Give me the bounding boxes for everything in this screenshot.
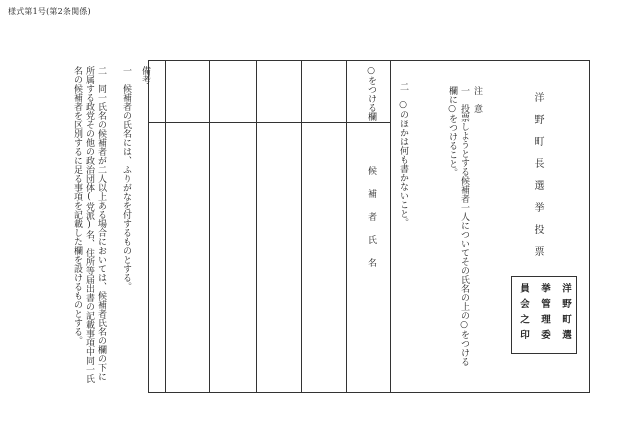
mark-name-divider	[148, 122, 390, 123]
seal-line: 挙管理委	[539, 283, 550, 345]
seal-line: 洋野町選	[560, 283, 571, 345]
candidate-column-divider	[301, 60, 302, 393]
candidate-column-divider	[209, 60, 210, 393]
candidate-column-divider	[165, 60, 166, 393]
ballot-title: 洋野町長選挙投票	[532, 92, 543, 268]
seal-line: 員会之印	[518, 283, 529, 345]
candidate-column-divider	[346, 60, 347, 393]
mark-column-label: ○をつける欄	[366, 66, 376, 121]
official-seal	[511, 276, 577, 354]
candidate-column-divider	[256, 60, 257, 393]
header-column-divider	[390, 60, 391, 393]
caution-label: 注意	[472, 86, 482, 122]
instruction-2: 二 ○のほかは何も書かないこと。	[398, 82, 408, 227]
instruction-1: 一 投票しようとする候補者一人についてその氏名の上の○をつける欄に○をつけること。	[447, 86, 469, 366]
form-title: 様式第1号(第2条関係)	[8, 7, 91, 16]
note-item-1: 一 候補者の氏名には、ふりがなを付するものとする。	[121, 66, 131, 291]
notes-heading: 備考	[140, 66, 150, 84]
name-column-label: 候補者氏名	[366, 166, 376, 281]
note-item-2: 二 同一氏名の候補者が二人以上ある場合においては、候補者氏名の欄の下に所属する政党その他の政治団体(党派)名、住所等届出書の記載事項中同一氏名の候補者を区別するに足る事項を記載した欄を設けるものとする。	[72, 66, 106, 383]
